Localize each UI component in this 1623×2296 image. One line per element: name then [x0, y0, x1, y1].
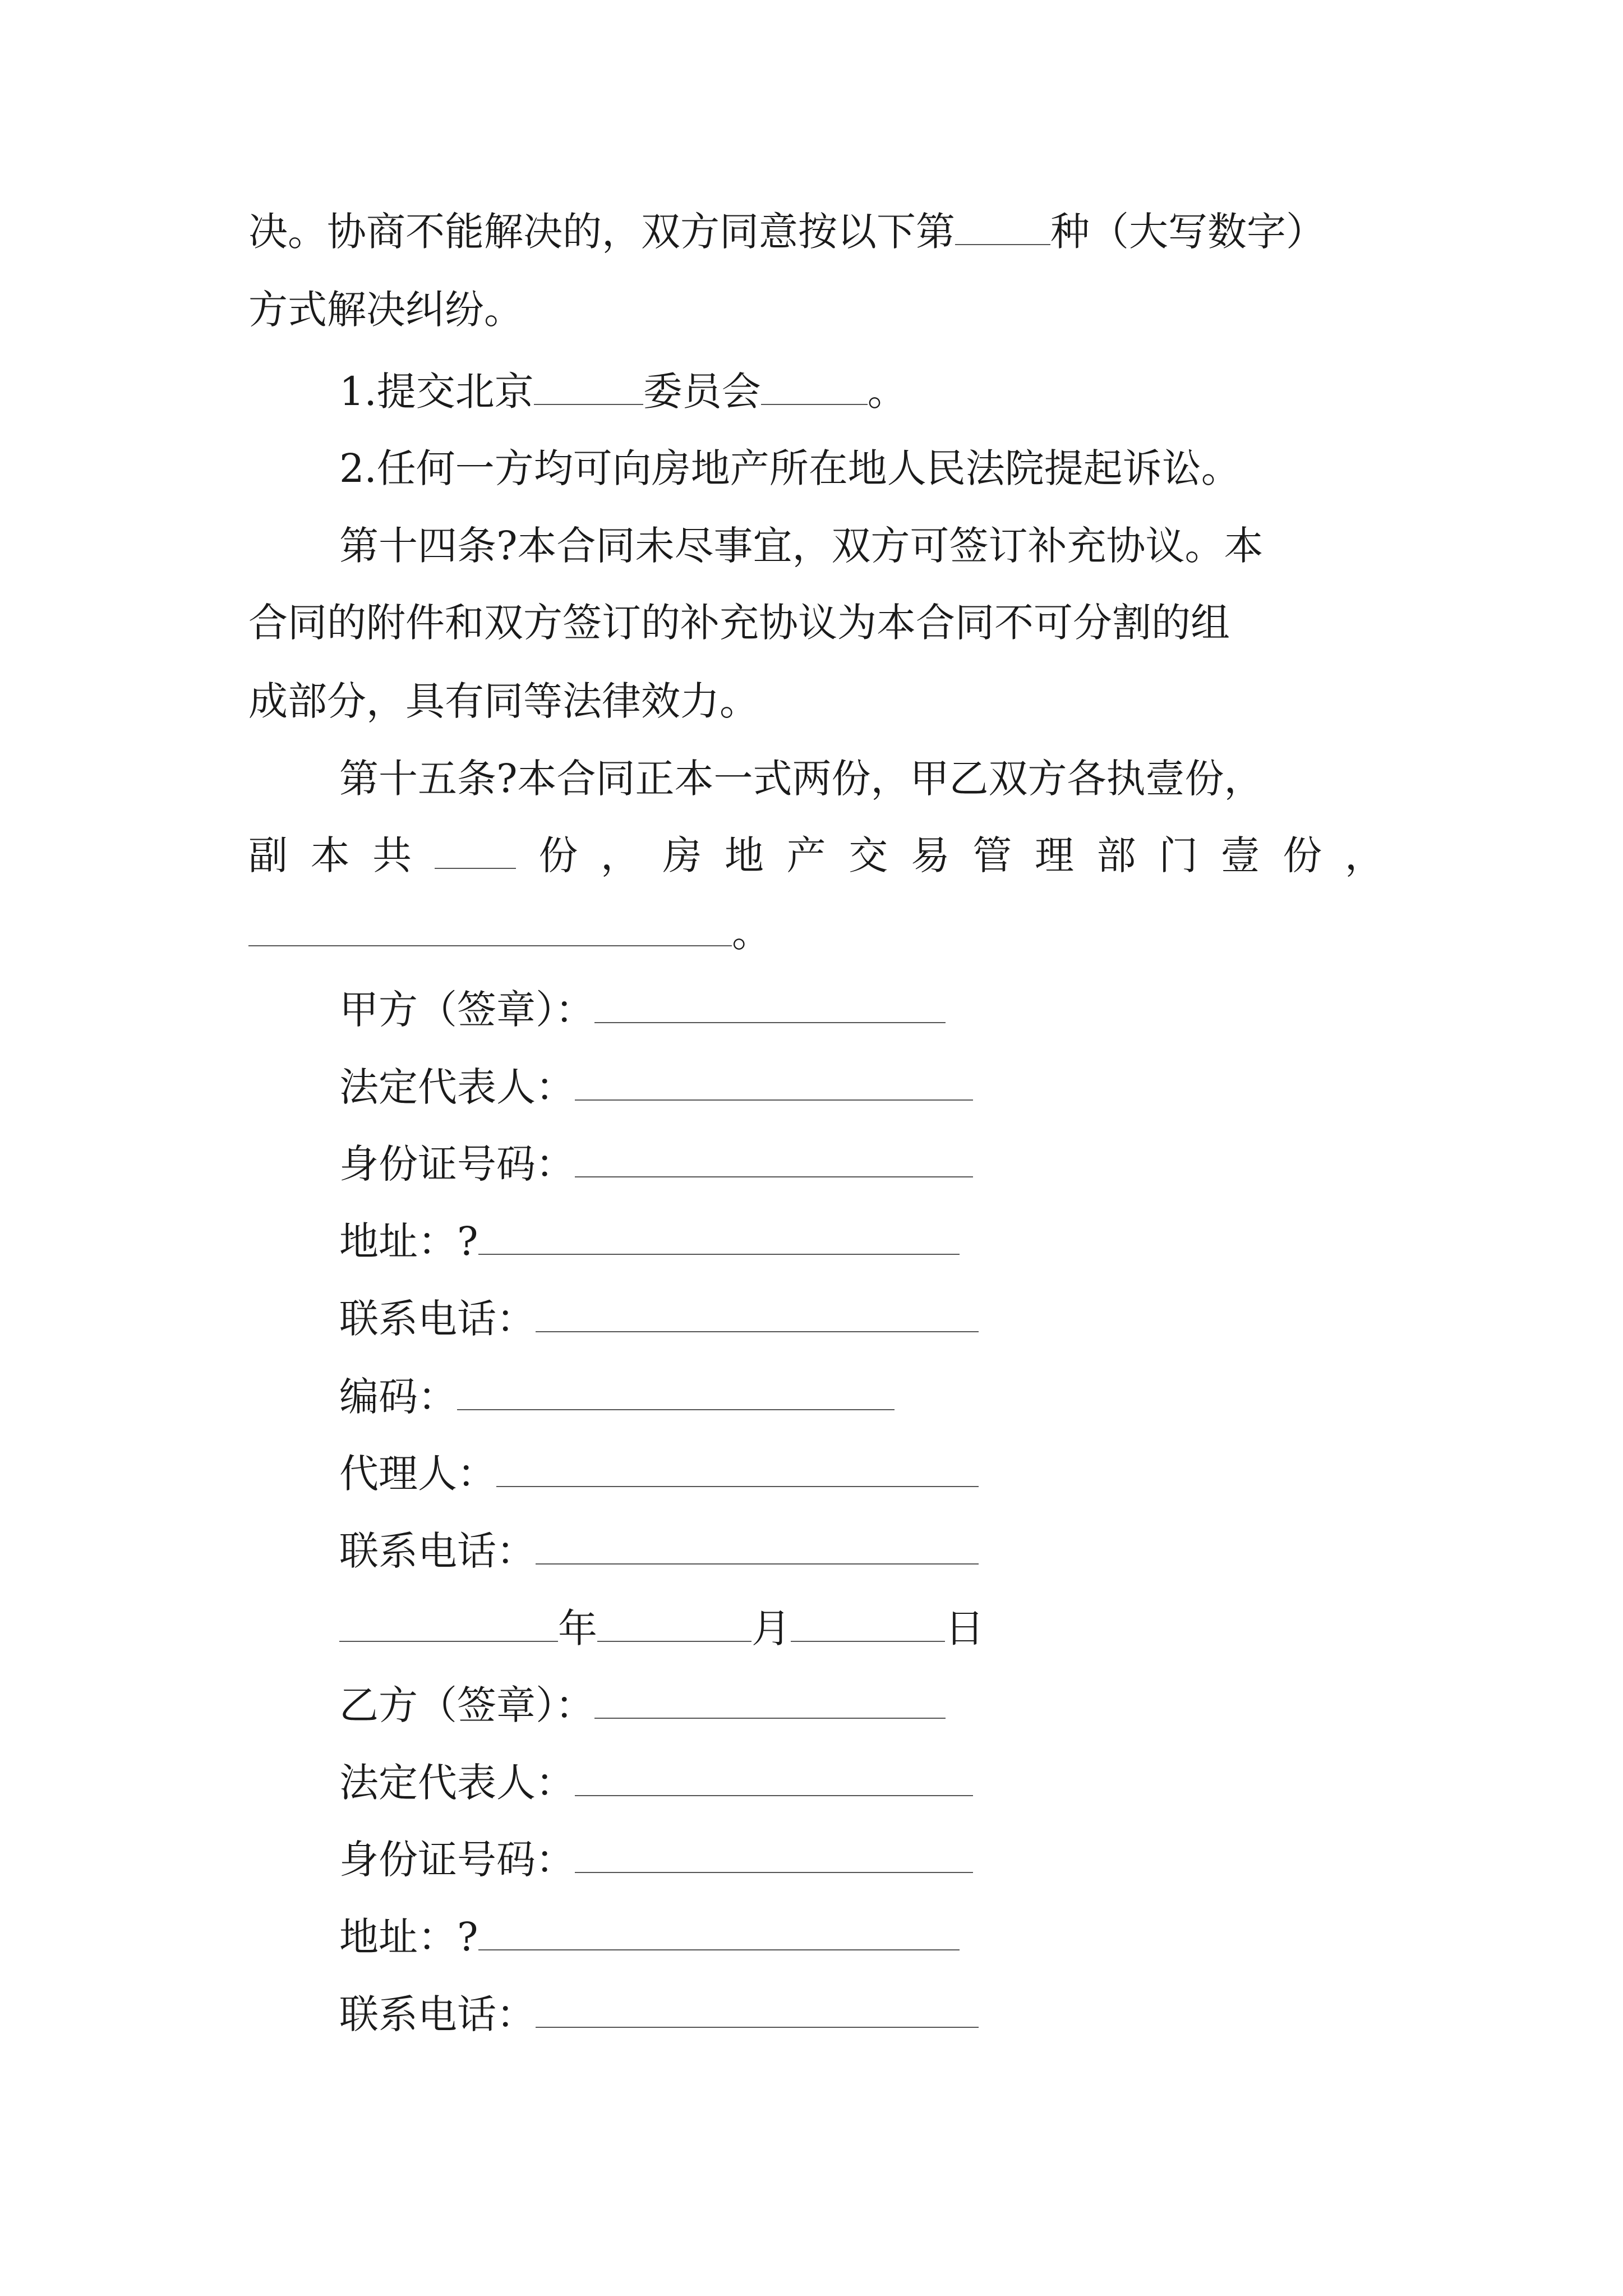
party-b-address-label: 地址：?	[339, 1914, 478, 1960]
clause-text: 种（大写数字）	[1050, 209, 1325, 255]
party-b-address-field[interactable]	[478, 1915, 960, 1950]
party-a-phone-row	[339, 1294, 979, 1344]
justified-char: 本	[310, 832, 350, 878]
option-text: 2.任何一方均可向房地产所在地人民法院提起诉讼。	[339, 445, 1241, 491]
party-a-address-row	[339, 1216, 960, 1267]
party-a-code-field[interactable]	[457, 1374, 895, 1410]
party-b-address-row	[339, 1912, 960, 1962]
party-b-phone-label: 联系电话：	[339, 1991, 536, 2037]
party-a-address-label: 地址：?	[339, 1218, 478, 1264]
party-a-code-row	[339, 1372, 895, 1422]
justified-char: 份	[1283, 832, 1322, 878]
party-a-rep-row	[339, 1062, 973, 1112]
party-b-rep-row	[339, 1757, 973, 1808]
option-text: 委员会	[643, 369, 761, 415]
article-text: 合同的附件和双方签订的补充协议为本合同不可分割的组	[248, 600, 1230, 646]
option-2	[339, 443, 1241, 494]
party-a-sign-row	[339, 984, 946, 1035]
year-field[interactable]	[339, 1606, 558, 1642]
justified-char: 理	[1034, 832, 1074, 878]
party-b-phone-row	[339, 1989, 979, 2040]
justified-char: 产	[786, 832, 826, 878]
justified-char: 副	[248, 832, 288, 878]
article-text: 第十四条?本合同未尽事宜，双方可签订补充协议。本	[339, 523, 1264, 569]
month-field[interactable]	[597, 1606, 751, 1642]
month-label: 月	[751, 1605, 791, 1651]
party-a-agent-row	[339, 1448, 979, 1499]
party-a-agent-field[interactable]	[496, 1451, 979, 1487]
copies-count-blank[interactable]	[435, 833, 516, 869]
clause-text: 方式解决纠纷。	[248, 287, 523, 333]
party-a-code-label: 编码：	[339, 1374, 457, 1420]
justified-char: 共	[372, 832, 412, 878]
article-15-line-2	[248, 830, 1384, 881]
day-label: 日	[945, 1605, 984, 1651]
justified-char: 门	[1159, 832, 1198, 878]
clause-line-2	[248, 284, 523, 335]
party-a-id-row	[339, 1139, 973, 1189]
justified-char: 交	[849, 832, 888, 878]
justified-char: ，	[1344, 832, 1384, 878]
party-b-rep-label: 法定代表人：	[339, 1760, 575, 1806]
article-text: 第十五条?本合同正本一式两份，甲乙双方各执壹份，	[339, 756, 1264, 802]
party-a-sign-field[interactable]	[594, 987, 946, 1023]
party-a-id-label: 身份证号码：	[339, 1141, 575, 1187]
party-a-agent-label: 代理人：	[339, 1451, 496, 1497]
date-row	[339, 1603, 984, 1654]
arbitration-type-blank[interactable]	[761, 369, 868, 405]
justified-char: 管	[972, 832, 1012, 878]
party-a-phone-field[interactable]	[536, 1296, 979, 1332]
justified-char: 易	[910, 832, 950, 878]
article-14-line-3	[248, 676, 759, 726]
year-label: 年	[558, 1605, 597, 1651]
justified-char: 房	[662, 832, 702, 878]
party-b-sign-row	[339, 1680, 946, 1731]
justified-char: 地	[725, 832, 764, 878]
copies-holder-blank[interactable]	[248, 910, 732, 946]
party-a-agent-phone-field[interactable]	[536, 1529, 979, 1565]
party-a-rep-field[interactable]	[575, 1065, 973, 1101]
option-1	[339, 366, 907, 417]
method-number-blank[interactable]	[955, 209, 1050, 245]
option-text: 1.提交北京	[339, 369, 534, 415]
party-b-sign-label: 乙方（签章）：	[339, 1682, 594, 1728]
justified-char: 份	[538, 832, 578, 878]
party-b-id-row	[339, 1834, 973, 1885]
clause-text: 决。协商不能解决的，双方同意按以下第	[248, 209, 955, 255]
article-text: 。	[732, 910, 771, 956]
justified-char: ，	[600, 832, 640, 878]
article-text: 成部分，具有同等法律效力。	[248, 678, 759, 724]
party-a-rep-label: 法定代表人：	[339, 1064, 575, 1110]
party-b-sign-field[interactable]	[594, 1683, 946, 1719]
arbitration-name-blank[interactable]	[534, 369, 643, 405]
clause-line-1	[248, 206, 1325, 257]
party-a-id-field[interactable]	[575, 1142, 973, 1177]
party-b-phone-field[interactable]	[536, 1992, 979, 2028]
article-14-line-2	[248, 597, 1230, 648]
party-a-agent-phone-label: 联系电话：	[339, 1528, 536, 1574]
justified-char: 壹	[1220, 832, 1260, 878]
party-a-phone-label: 联系电话：	[339, 1296, 536, 1342]
article-15-line-1	[339, 753, 1264, 804]
day-field[interactable]	[791, 1606, 945, 1642]
article-15-line-3	[248, 908, 771, 958]
justified-char: 部	[1096, 832, 1136, 878]
option-text: 。	[867, 369, 907, 415]
party-b-rep-field[interactable]	[575, 1760, 973, 1796]
party-b-id-label: 身份证号码：	[339, 1837, 575, 1883]
party-a-agent-phone-row	[339, 1526, 979, 1576]
party-a-address-field[interactable]	[478, 1219, 960, 1255]
party-b-id-field[interactable]	[575, 1837, 973, 1873]
party-a-sign-label: 甲方（签章）：	[339, 987, 594, 1033]
article-14-line-1	[339, 521, 1264, 571]
